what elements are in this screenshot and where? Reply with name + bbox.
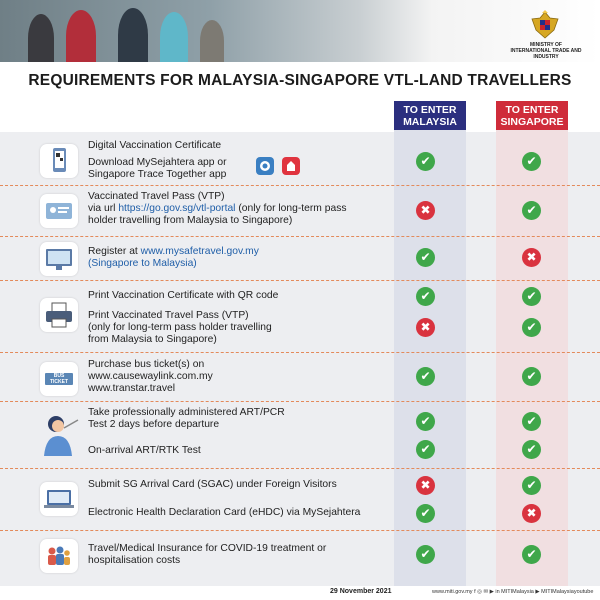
insurance-family-icon (40, 539, 78, 573)
requirement-text: Submit SG Arrival Card (SGAC) under Foreign Visitors (88, 479, 337, 490)
requirement-text (88, 310, 272, 346)
traveller-figure (160, 12, 188, 62)
ministry-line: INTERNATIONAL TRADE AND INDUSTRY (510, 48, 582, 60)
requirement-line: hospitalisation costs (88, 555, 181, 566)
requirement-text: Electronic Health Declaration Card (eHDC) via MySejahtera (88, 507, 361, 518)
bus-ticket-label: BUS TICKET (45, 373, 73, 385)
requirement-segment: Register at (88, 246, 141, 257)
requirement-line: Download MySejahtera app or (88, 157, 227, 168)
check-icon: ✔ (522, 201, 541, 220)
requirement-line (88, 246, 259, 258)
requirement-text (88, 543, 326, 567)
malaysia-coat-of-arms-icon (528, 10, 562, 40)
traveller-figure (28, 14, 54, 62)
traveller-figure (200, 20, 224, 62)
column-header-line: MALAYSIA (403, 116, 457, 128)
requirement-text: Print Vaccination Certificate with QR code (88, 290, 279, 301)
check-icon: ✔ (416, 287, 435, 306)
column-header-singapore (496, 101, 568, 130)
requirement-text (88, 407, 285, 431)
ministry-name (504, 42, 588, 60)
page-title: REQUIREMENTS FOR MALAYSIA-SINGAPORE VTL-LAND TRAVELLERS (28, 72, 572, 89)
requirement-line: Vaccinated Travel Pass (VTP) (88, 191, 225, 202)
check-icon: ✔ (522, 440, 541, 459)
printer-icon (40, 298, 78, 332)
cross-icon: ✖ (416, 476, 435, 495)
requirement-line: Print Vaccinated Travel Pass (VTP) (88, 310, 249, 321)
cross-icon: ✖ (522, 248, 541, 267)
traveller-figure (118, 8, 148, 62)
tracetogether-app-icon[interactable] (282, 157, 300, 175)
check-icon: ✔ (522, 287, 541, 306)
requirement-segment: (only for long-term pass (235, 203, 347, 214)
requirement-line: (only for long-term pass holder travelling (88, 322, 272, 333)
mysafetravel-link[interactable]: www.mysafetravel.gov.my (140, 246, 259, 257)
phone-certificate-icon (40, 144, 78, 178)
column-header-line: SINGAPORE (500, 116, 564, 128)
check-icon: ✔ (416, 412, 435, 431)
row-divider (0, 185, 600, 186)
column-header-malaysia (394, 101, 466, 130)
ministry-line: MINISTRY OF (530, 42, 562, 48)
row-divider (0, 401, 600, 402)
requirement-line: Purchase bus ticket(s) on (88, 359, 205, 370)
mysejahtera-app-icon[interactable] (256, 157, 274, 175)
requirement-text (88, 191, 347, 227)
requirement-text (88, 157, 227, 181)
check-icon: ✔ (522, 152, 541, 171)
requirement-text (88, 246, 259, 270)
row-divider (0, 352, 600, 353)
travel-pass-card-icon (40, 194, 78, 228)
laptop-form-icon (40, 482, 78, 516)
requirement-text: Digital Vaccination Certificate (88, 140, 222, 151)
vtl-portal-link[interactable]: https://go.gov.sg/vtl-portal (118, 203, 236, 214)
cross-icon: ✖ (522, 504, 541, 523)
requirement-line: Test 2 days before departure (88, 419, 220, 430)
check-icon: ✔ (522, 412, 541, 431)
requirement-line: Singapore Trace Together app (88, 169, 227, 180)
row-divider (0, 468, 600, 469)
row-divider (0, 236, 600, 237)
swab-test-person-icon (38, 412, 82, 458)
check-icon: ✔ (416, 152, 435, 171)
requirement-line: holder travelling from Malaysia to Singapore) (88, 215, 293, 226)
transtar-link[interactable]: www.transtar.travel (88, 383, 175, 394)
requirement-line (88, 203, 347, 215)
social-links[interactable]: www.miti.gov.my f ◎ ✉ ▶ in MITIMalaysia ▶ MITIMalaysiayoutube (432, 589, 594, 595)
check-icon: ✔ (522, 476, 541, 495)
requirement-line: Take professionally administered ART/PCR (88, 407, 285, 418)
check-icon: ✔ (416, 367, 435, 386)
check-icon: ✔ (416, 440, 435, 459)
check-icon: ✔ (522, 318, 541, 337)
requirement-line: from Malaysia to Singapore) (88, 334, 217, 345)
check-icon: ✔ (416, 248, 435, 267)
column-header-line: TO ENTER (505, 104, 559, 116)
publish-date: 29 November 2021 (330, 588, 392, 595)
requirement-text: On-arrival ART/RTK Test (88, 445, 201, 456)
check-icon: ✔ (416, 504, 435, 523)
requirement-line: Travel/Medical Insurance for COVID-19 treatment or (88, 543, 327, 554)
requirement-line: (Singapore to Malaysia) (88, 258, 197, 269)
cross-icon: ✖ (416, 318, 435, 337)
row-divider (0, 530, 600, 531)
requirement-text (88, 359, 213, 395)
computer-monitor-icon (40, 242, 78, 276)
cross-icon: ✖ (416, 201, 435, 220)
traveller-figure (66, 10, 96, 62)
column-header-line: TO ENTER (403, 104, 457, 116)
requirement-segment: via url (88, 203, 119, 214)
check-icon: ✔ (522, 545, 541, 564)
check-icon: ✔ (416, 545, 435, 564)
check-icon: ✔ (522, 367, 541, 386)
causewaylink-link[interactable]: www.causewaylink.com.my (88, 371, 213, 382)
bus-ticket-icon (40, 362, 78, 396)
row-divider (0, 280, 600, 281)
